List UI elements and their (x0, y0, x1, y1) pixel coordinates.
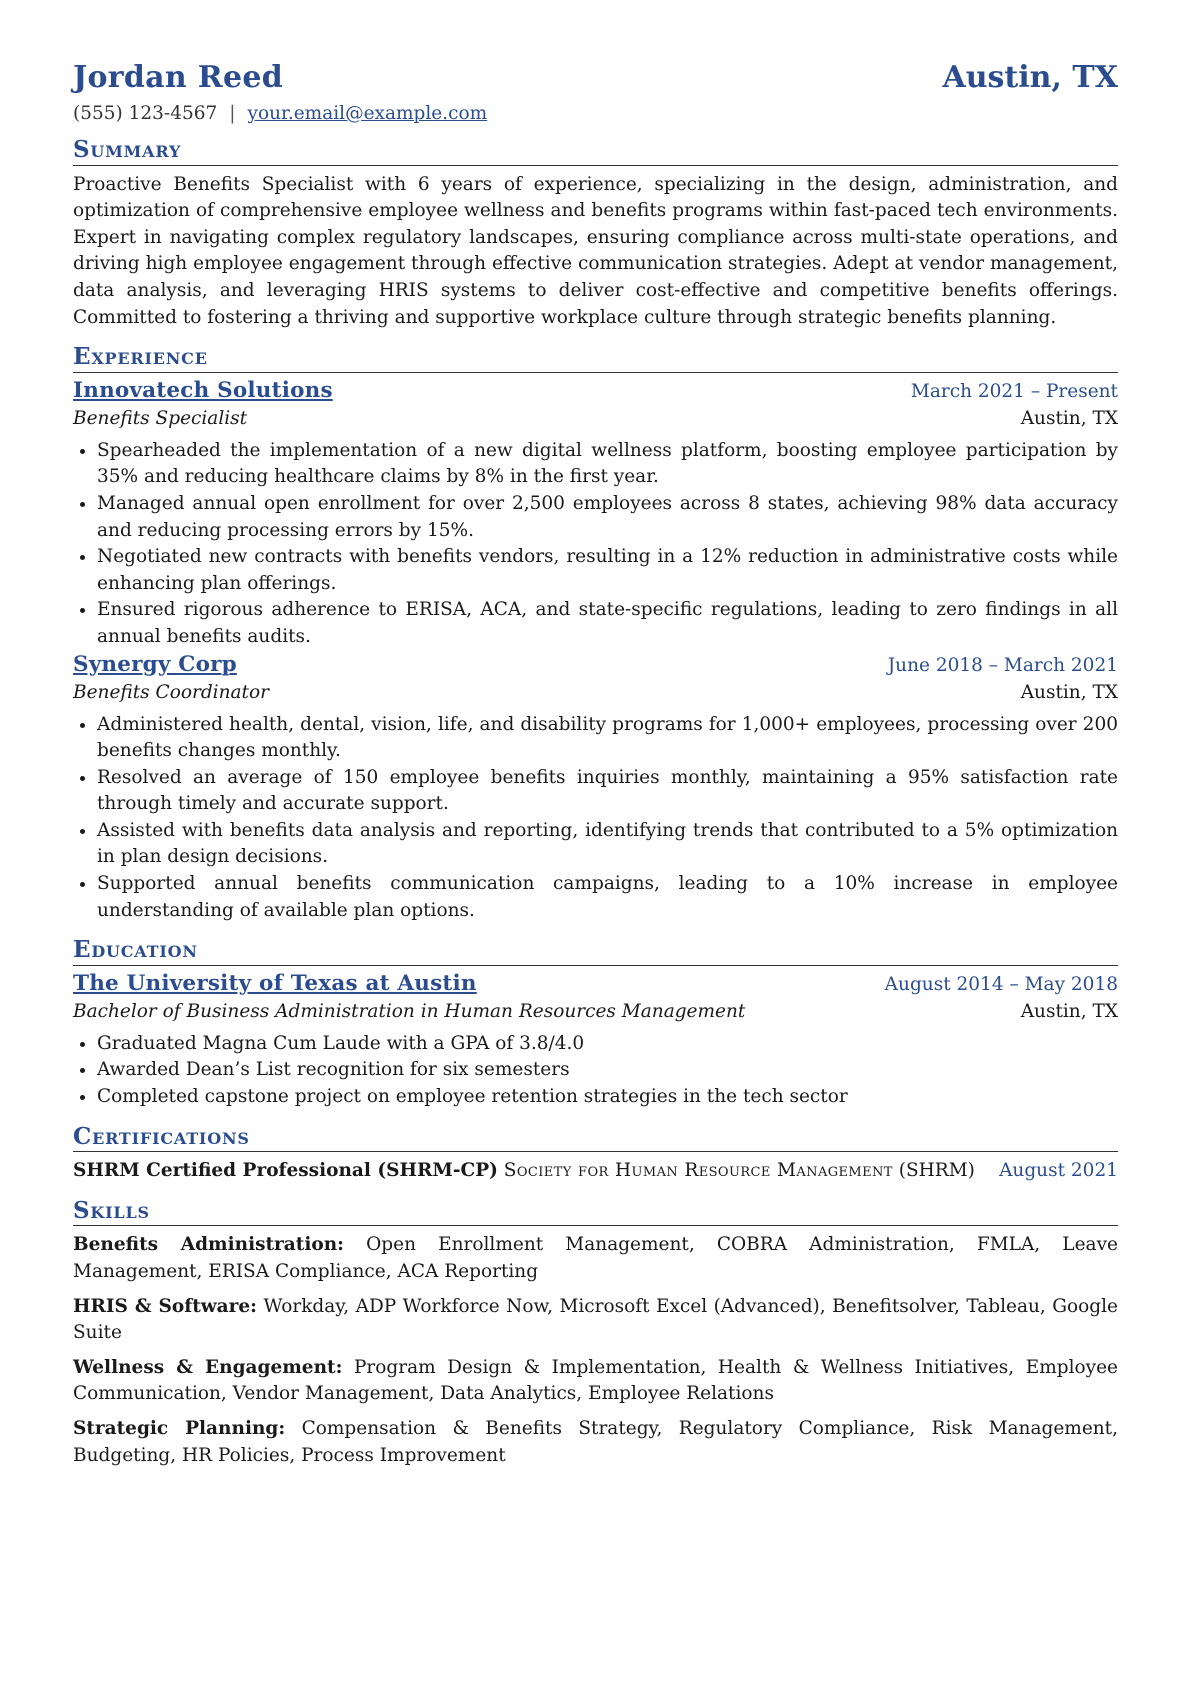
job-location: Austin, TX (1020, 681, 1118, 703)
skill-label: HRIS & Software: (73, 1295, 258, 1317)
list-item: • Ensured rigorous adherence to ERISA, ACA, and state-specific regulations, leading to zero findings in all annual benefits audits. (97, 597, 1118, 650)
list-item: • Negotiated new contracts with benefits vendors, resulting in a 12% reduction in administrative costs while enhancing plan offerings. (97, 544, 1118, 597)
skills-heading: Skills (73, 1197, 1118, 1227)
school-link[interactable]: The University of Texas at Austin (73, 970, 477, 996)
contact-line (73, 103, 1118, 124)
job-entry (73, 377, 1118, 651)
certification-issuer: Society for Human Resource Management (503, 1160, 893, 1182)
skill-label: Benefits Administration: (73, 1234, 344, 1256)
list-item: • Graduated Magna Cum Laude with a GPA of 3.8/4.0 (97, 1031, 1118, 1058)
list-item: • Completed capstone project on employee retention strategies in the tech sector (97, 1084, 1118, 1111)
education-heading: Education (73, 936, 1118, 966)
skill-group (73, 1294, 1118, 1347)
skill-group (73, 1416, 1118, 1469)
skill-group (73, 1355, 1118, 1408)
job-dates: June 2018 – March 2021 (887, 654, 1118, 676)
summary-text: Proactive Benefits Specialist with 6 years of experience, specializing in the design, administration, and optimization of comprehensive employee wellness and benefits programs within fast-paced tech environments. Expert in navigating complex regulatory landscapes, ensuring compliance across multi-state operations, and driving high employee engagement through effective communication strategies. Adept at vendor management, data analysis, and leveraging HRIS systems to deliver cost-effective and competitive benefits offerings. Committed to fostering a thriving and supportive workplace culture through strategic benefits planning. (73, 173, 1118, 328)
degree: Bachelor of Business Administration in Human Resources Management (73, 1000, 746, 1022)
job-location: Austin, TX (1020, 407, 1118, 429)
education-dates: August 2014 – May 2018 (884, 973, 1118, 995)
job-dates: March 2021 – Present (910, 380, 1118, 402)
skill-group (73, 1232, 1118, 1285)
certification-issuer-abbrev: (SHRM) (898, 1160, 975, 1182)
certification-entry (73, 1158, 1118, 1185)
list-item: • Spearheaded the implementation of a new digital wellness platform, boosting employee participation by 35% and reducing healthcare claims by 8% in the first year. (97, 438, 1118, 491)
skill-items: Open Enrollment Management, COBRA Administration, FMLA, Leave Management, ERISA Compliance, ACA Reporting (73, 1234, 1118, 1282)
resume-header (73, 60, 1118, 95)
skill-items: Compensation & Benefits Strategy, Regulatory Compliance, Risk Management, Budgeting, HR Policies, Process Improvement (73, 1417, 1118, 1466)
education-location: Austin, TX (1020, 1000, 1118, 1022)
list-item: • Administered health, dental, vision, life, and disability programs for 1,000+ employees, processing over 200 benefits changes monthly. (97, 712, 1118, 765)
company-link[interactable]: Synergy Corp (73, 651, 237, 677)
job-entry (73, 651, 1118, 925)
phone-number: (555) 123-4567 (73, 103, 218, 124)
candidate-location: Austin, TX (942, 60, 1118, 95)
job-bullets (73, 712, 1118, 925)
candidate-name: Jordan Reed (73, 60, 284, 95)
certifications-heading: Certifications (73, 1123, 1118, 1153)
job-bullets (73, 438, 1118, 651)
list-item: • Supported annual benefits communication campaigns, leading to a 10% increase in employee understanding of available plan options. (97, 871, 1118, 924)
skill-items: Program Design & Implementation, Health & Wellness Initiatives, Employee Communication, Vendor Management, Data Analytics, Employee Relations (73, 1356, 1118, 1405)
education-entry (73, 970, 1118, 1111)
list-item: • Resolved an average of 150 employee benefits inquiries monthly, maintaining a 95% satisfaction rate through timely and accurate support. (97, 765, 1118, 818)
list-item: • Assisted with benefits data analysis and reporting, identifying trends that contributed to a 5% optimization in plan design decisions. (97, 818, 1118, 871)
education-bullets (73, 1031, 1118, 1111)
skill-label: Strategic Planning: (73, 1417, 286, 1439)
skill-label: Wellness & Engagement: (73, 1356, 343, 1378)
summary-heading: Summary (73, 136, 1118, 166)
job-role: Benefits Coordinator (73, 681, 269, 703)
job-role: Benefits Specialist (73, 407, 248, 429)
email-link[interactable]: your.email@example.com (247, 103, 488, 124)
contact-separator: | (229, 103, 236, 124)
skill-items: Workday, ADP Workforce Now, Microsoft Excel (Advanced), Benefitsolver, Tableau, Google Suite (73, 1295, 1118, 1344)
certification-date: August 2021 (999, 1160, 1118, 1182)
certification-name: SHRM Certified Professional (SHRM-CP) (73, 1160, 498, 1182)
company-link[interactable]: Innovatech Solutions (73, 377, 333, 403)
list-item: • Managed annual open enrollment for over 2,500 employees across 8 states, achieving 98% data accuracy and reducing processing errors by 15%. (97, 491, 1118, 544)
list-item: • Awarded Dean’s List recognition for six semesters (97, 1057, 1118, 1084)
experience-heading: Experience (73, 343, 1118, 373)
skills-list (73, 1232, 1118, 1469)
